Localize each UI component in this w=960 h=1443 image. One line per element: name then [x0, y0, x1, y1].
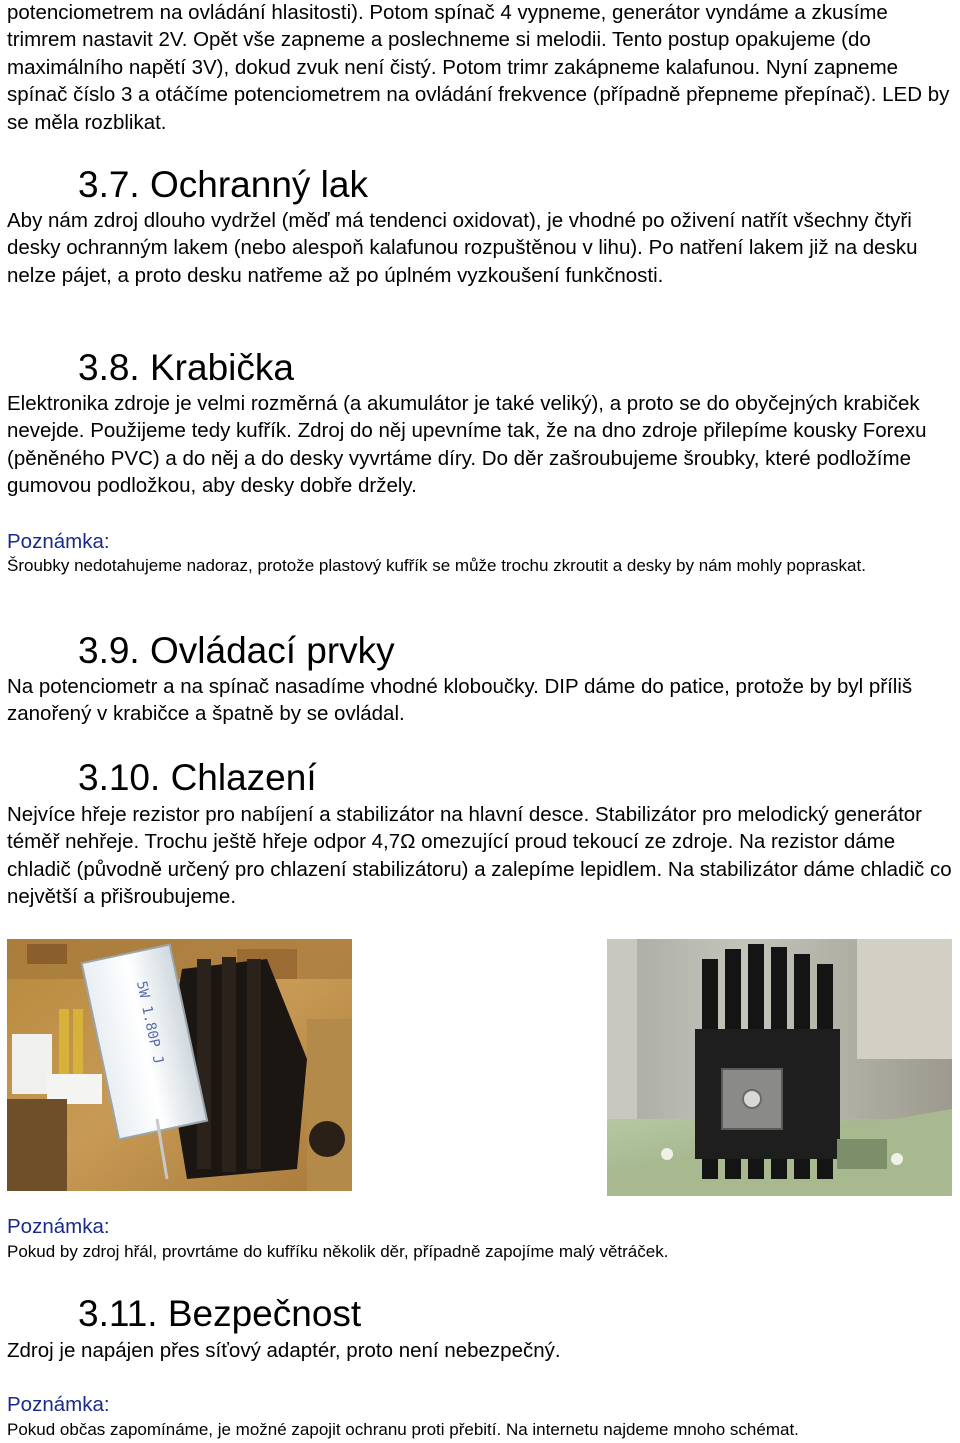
- photo-resistor-heatsink: [7, 939, 352, 1191]
- heading-ovladaci-prvky: 3.9. Ovládací prvky: [78, 630, 395, 671]
- photo-stabilizer-heatsink: [607, 939, 952, 1196]
- paragraph-ovladaci-prvky: Na potenciometr a na spínač nasadíme vhodné kloboučky. DIP dáme do patice, protože by byl příliš zanořený v krabičce a špatně by se ovládal.: [7, 675, 913, 726]
- note-text-krabicka: Šroubky nedotahujeme nadoraz, protože plastový kufřík se může trochu zkroutit a desky by nám mohly popraskat.: [7, 556, 866, 575]
- paragraph-bezpecnost: Zdroj je napájen přes síťový adaptér, proto není nebezpečný.: [7, 1339, 561, 1362]
- stabilizer-photo-svg: [607, 939, 952, 1196]
- heading-bezpecnost: 3.11. Bezpečnost: [78, 1293, 362, 1334]
- heading-krabicka: 3.8. Krabička: [78, 347, 294, 388]
- paragraph-ochranny-lak: Aby nám zdroj dlouho vydržel (měď má tendenci oxidovat), je vhodné po oživení natřít všechny čtyři desky ochranným lakem (nebo alespoň kalafunou rozpuštěnou v lihu). Po natření lakem již na desku nelze pájet, a proto desku natřeme až po úplném vyzkoušení funkčnosti.: [7, 209, 918, 287]
- note-label-krabicka: Poznámka:: [7, 530, 110, 553]
- heading-ochranny-lak: 3.7. Ochranný lak: [78, 164, 368, 205]
- resistor-photo-svg: [7, 939, 352, 1191]
- paragraph-chlazeni: Nejvíce hřeje rezistor pro nabíjení a stabilizátor na hlavní desce. Stabilizátor pro melodický generátor téměř nehřeje. Trochu ještě hřeje odpor 4,7Ω omezující proud tekoucí ze zdroje. Na rezistor dáme chladič (původně určený pro chlazení stabilizátoru) a zalepíme lepidlem. Na stabilizátor dáme chladič co největší a přišroubujeme.: [7, 803, 952, 909]
- note-text-chlazeni: Pokud by zdroj hřál, provrtáme do kufříku několik děr, případně zapojíme malý větráček.: [7, 1242, 669, 1261]
- note-label-chlazeni: Poznámka:: [7, 1215, 110, 1238]
- resistor-marking: 5W 1.80P J: [132, 979, 167, 1066]
- intro-paragraph: potenciometrem na ovládání hlasitosti). Potom spínač 4 vypneme, generátor vyndáme a zkusíme trimrem nastavit 2V. Opět vše zapneme a poslechneme si melodii. Tento postup opakujeme (do maximálního napětí 3V), dokud zvuk není čistý. Potom trimr zakápneme kalafunou. Nyní zapneme spínač číslo 3 a otáčíme potenciometrem na ovládání frekvence (případně přepneme přepínač). LED by se měla rozblikat.: [7, 1, 950, 134]
- heading-chlazeni: 3.10. Chlazení: [78, 757, 317, 798]
- note-label-bezpecnost: Poznámka:: [7, 1393, 110, 1416]
- note-text-bezpecnost: Pokud občas zapomínáme, je možné zapojit ochranu proti přebití. Na internetu najdeme mnoho schémat.: [7, 1420, 799, 1439]
- paragraph-krabicka: Elektronika zdroje je velmi rozměrná (a akumulátor je také veliký), a proto se do obyčejných krabiček nevejde. Použijeme tedy kufřík. Zdroj do něj upevníme tak, že na dno zdroje přilepíme kousky Forexu (pěněného PVC) a do něj a do desky vyvrtáme díry. Do děr zašroubujeme šroubky, které podložíme gumovou podložkou, aby desky dobře držely.: [7, 392, 927, 498]
